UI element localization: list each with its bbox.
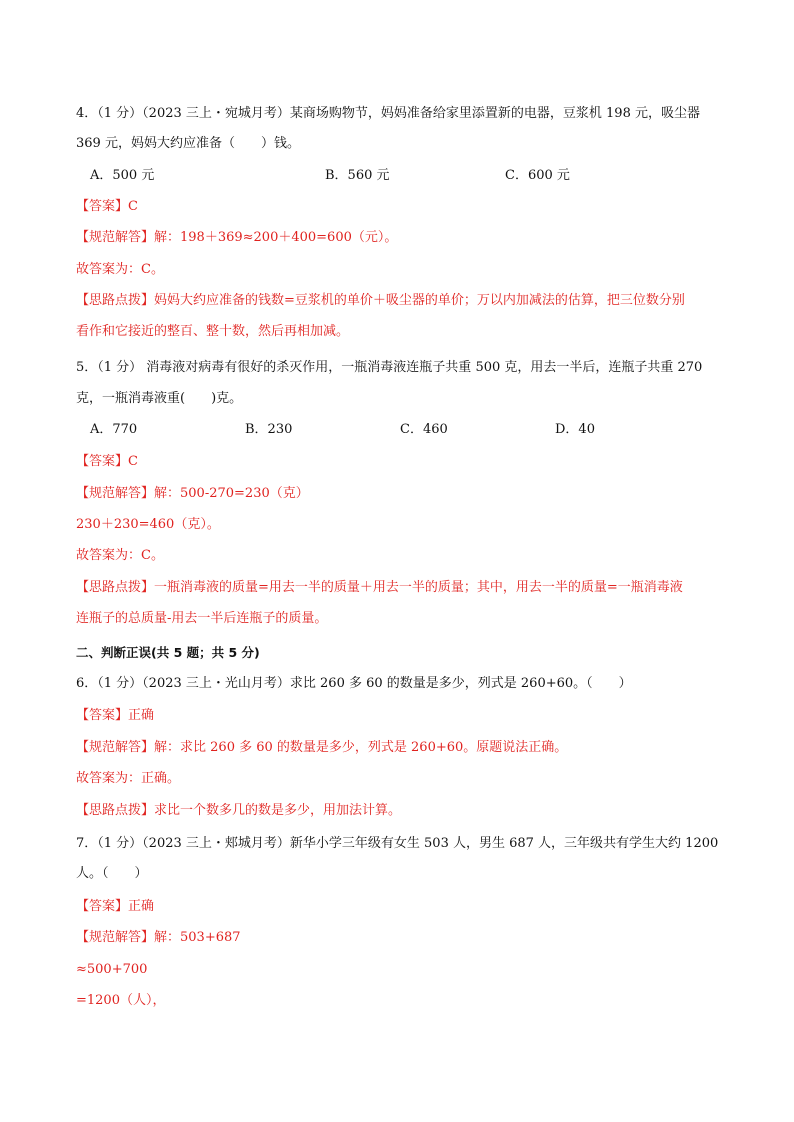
solution-label: 【规范解答】 (76, 486, 155, 501)
q5-hint-line2: 连瓶子的总质量-用去一半后连瓶子的质量。 (76, 611, 328, 626)
q5-option-d: D．40 (555, 422, 595, 437)
q5-option-a: A．770 (90, 422, 138, 437)
answer-value: C (128, 199, 138, 214)
q7-line2: 人。（ ） (76, 866, 148, 881)
q4-option-a: A．500 元 (90, 168, 155, 183)
hint-label: 【思路点拨】 (76, 580, 155, 595)
q7-solution-step2: ≈500+700 (76, 962, 148, 977)
q6-solution (76, 738, 726, 758)
hint-text: 妈妈大约应准备的钱数=豆浆机的单价＋吸尘器的单价；万以内加减法的估算，把三位数分别 (154, 293, 685, 308)
q4-solution (76, 228, 726, 248)
q4-option-c: C．600 元 (505, 168, 570, 183)
solution-text: 解：503+687 (154, 930, 241, 945)
q4-hint-line2: 看作和它接近的整百、整十数，然后再相加减。 (76, 324, 350, 339)
section-heading: 二、判断正误(共 5 题；共 5 分) (76, 645, 260, 660)
q5-hint (76, 578, 726, 598)
solution-text: 解：求比 260 多 60 的数量是多少，列式是 260+60。原题说法正确。 (154, 740, 568, 755)
q5-solution (76, 484, 726, 504)
hint-label: 【思路点拨】 (76, 293, 155, 308)
q4-line2: 369 元，妈妈大约应准备（ ）钱。 (76, 136, 300, 151)
q6-answer (76, 706, 726, 726)
answer-label: 【答案】 (76, 199, 129, 214)
hint-text: 一瓶消毒液的质量=用去一半的质量＋用去一半的质量；其中，用去一半的质量=一瓶消毒液 (154, 580, 683, 595)
answer-value: 正确 (128, 708, 155, 723)
q4-option-b: B．560 元 (325, 168, 390, 183)
q4-answer (76, 197, 726, 217)
hint-text: 求比一个数多几的数是多少，用加法计算。 (154, 803, 402, 818)
hint-label: 【思路点拨】 (76, 803, 155, 818)
q5-conclusion: 故答案为：C。 (76, 548, 164, 563)
q6-line1: 6．（1 分）（2023 三上・光山月考）求比 260 多 60 的数量是多少，列式是 260+60。（ ） (76, 676, 632, 691)
answer-label: 【答案】 (76, 708, 129, 723)
answer-value: C (128, 454, 138, 469)
solution-text: 解：500-270=230（克） (154, 486, 309, 501)
q7-solution (76, 928, 726, 948)
q7-line1: 7．（1 分）（2023 三上・郏城月考）新华小学三年级有女生 503 人，男生 687 人，三年级共有学生大约 1200 (76, 836, 719, 851)
answer-value: 正确 (128, 899, 155, 914)
answer-label: 【答案】 (76, 454, 129, 469)
q4-line1: 4．（1 分）（2023 三上・宛城月考）某商场购物节，妈妈准备给家里添置新的电器，豆浆机 198 元，吸尘器 (76, 106, 700, 121)
q4-conclusion: 故答案为：C。 (76, 262, 164, 277)
solution-label: 【规范解答】 (76, 930, 155, 945)
solution-label: 【规范解答】 (76, 230, 155, 245)
q5-answer (76, 452, 726, 472)
q5-line2: 克，一瓶消毒液重( )克。 (76, 391, 243, 406)
q6-hint (76, 801, 726, 821)
q6-conclusion: 故答案为：正确。 (76, 771, 181, 786)
answer-label: 【答案】 (76, 899, 129, 914)
q5-option-b: B．230 (245, 422, 293, 437)
q5-line1: 5．（1 分） 消毒液对病毒有很好的杀灭作用，一瓶消毒液连瓶子共重 500 克，用去一半后，连瓶子共重 270 (76, 360, 703, 375)
q5-option-c: C．460 (400, 422, 448, 437)
solution-text: 解：198＋369≈200＋400=600（元）。 (154, 230, 398, 245)
q5-solution-step2: 230＋230=460（克）。 (76, 517, 220, 532)
q7-answer (76, 897, 726, 917)
solution-label: 【规范解答】 (76, 740, 155, 755)
q7-solution-step3: =1200（人）， (76, 993, 166, 1008)
q4-hint (76, 291, 726, 311)
